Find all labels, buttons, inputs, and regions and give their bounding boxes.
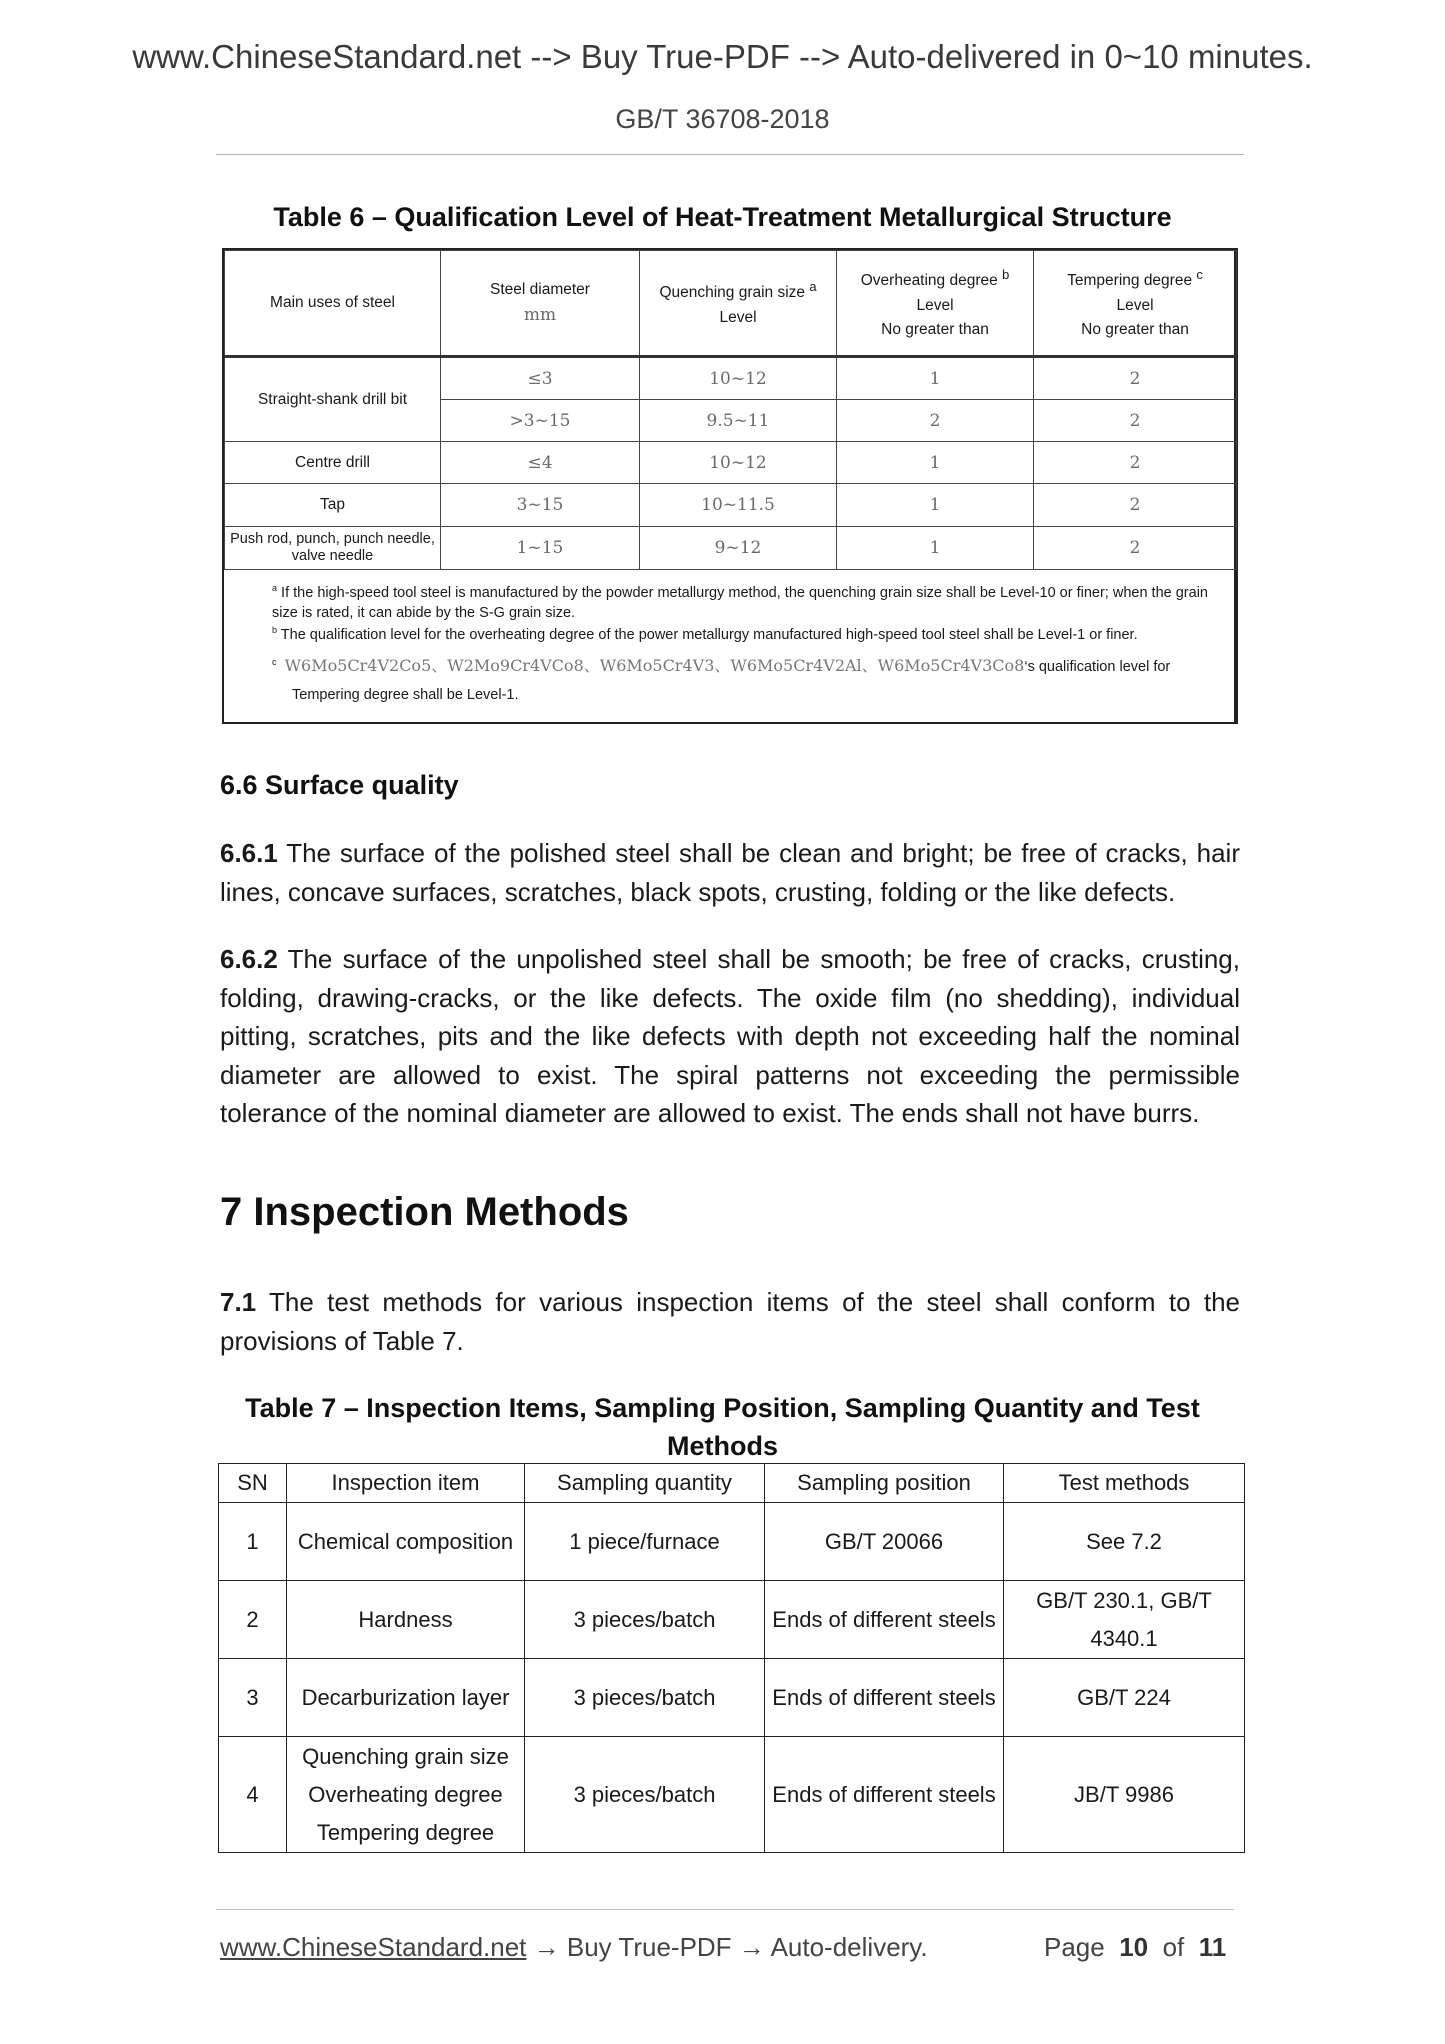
table6-header-row bbox=[225, 251, 1237, 357]
table6-diameter-cell: 3~15 bbox=[441, 484, 640, 527]
table7-item-cell: Quenching grain size Overheating degree Tempering degree bbox=[287, 1737, 525, 1853]
table6-use-cell: Push rod, punch, punch needle, valve needle bbox=[225, 527, 441, 570]
table6-overheat-cell: 1 bbox=[837, 357, 1034, 400]
table-row bbox=[225, 442, 1237, 484]
table6-note-b: $^b$ The qualification level for the overheating degree of the power metallurgy manufactured high-speed tool steel shall be Level-1 or finer. bbox=[272, 625, 1138, 643]
table6-note-c-line2: Tempering degree shall be Level-1. bbox=[292, 687, 519, 703]
table6-title: Table 6 – Qualification Level of Heat-Treatment Metallurgical Structure bbox=[273, 202, 1172, 232]
table7-sn-cell: 4 bbox=[219, 1737, 287, 1853]
table7-qty-cell: 3 pieces/batch bbox=[525, 1659, 765, 1737]
section-7-heading: 7 Inspection Methods bbox=[220, 1190, 629, 1234]
table7-header-row bbox=[219, 1464, 1245, 1503]
table-row bbox=[219, 1503, 1245, 1581]
table7-pos-cell: Ends of different steels bbox=[765, 1581, 1004, 1659]
table6-temper-cell: 2 bbox=[1034, 357, 1237, 400]
table-row bbox=[225, 484, 1237, 527]
table6-note-a: $^a$ If the high-speed tool steel is manufactured by the powder metallurgy method, the quenching grain size shall be Level-10 or finer; when the grain size is rated, it can abide by the S-G grain size. bbox=[272, 583, 1208, 621]
paragraph-6-6-2: 6.6.2 The surface of the unpolished steel shall be smooth; be free of cracks, crusting, folding, drawing-cracks, or the like defects. The oxide film (no shedding), individual pitting, scratches, pits and the like defects with depth not exceeding half the nominal diameter are allowed to exist. The spiral patterns not exceeding the permissible tolerance of the nominal diameter are allowed to exist. The ends shall not have burrs. bbox=[220, 944, 1240, 1128]
table7-item-cell: Decarburization layer bbox=[287, 1659, 525, 1737]
table7-pos-cell: Ends of different steels bbox=[765, 1737, 1004, 1853]
table7-qty-cell: 1 piece/furnace bbox=[525, 1503, 765, 1581]
table-row bbox=[225, 357, 1237, 400]
table6-diameter-cell: ≤4 bbox=[441, 442, 640, 484]
table6-grain-cell: 9~12 bbox=[640, 527, 837, 570]
table6-header-grain: Quenching grain size $^a$ Level bbox=[640, 251, 837, 357]
table7-qty-cell: 3 pieces/batch bbox=[525, 1737, 765, 1853]
table7-method-cell: See 7.2 bbox=[1004, 1503, 1245, 1581]
table6-header-diameter: Steel diameter mm bbox=[441, 251, 640, 357]
table6-grain-cell: 10~11.5 bbox=[640, 484, 837, 527]
table6-grain-cell: 10~12 bbox=[640, 357, 837, 400]
table7-header-cell: Sampling quantity bbox=[525, 1464, 765, 1503]
footer-site-link[interactable]: www.ChineseStandard.net bbox=[220, 1932, 527, 1962]
table7-title-line1: Table 7 – Inspection Items, Sampling Position, Sampling Quantity and Test bbox=[245, 1393, 1200, 1423]
table6-grain-cell: 10~12 bbox=[640, 442, 837, 484]
paragraph-6-6-1: 6.6.1 The surface of the polished steel shall be clean and bright; be free of cracks, hair lines, concave surfaces, scratches, black spots, crusting, folding or the like defects. bbox=[220, 838, 1240, 907]
table6-diameter-cell: >3~15 bbox=[441, 400, 640, 442]
table7-pos-cell: GB/T 20066 bbox=[765, 1503, 1004, 1581]
table7-qty-cell: 3 pieces/batch bbox=[525, 1581, 765, 1659]
table6-overheat-cell: 1 bbox=[837, 527, 1034, 570]
table6-diameter-cell: 1~15 bbox=[441, 527, 640, 570]
table7 bbox=[218, 1463, 1245, 1853]
table7-header-cell: Sampling position bbox=[765, 1464, 1004, 1503]
table6-temper-cell: 2 bbox=[1034, 527, 1237, 570]
table6-overheat-cell: 1 bbox=[837, 484, 1034, 527]
table6-use-cell: Centre drill bbox=[225, 442, 441, 484]
table6-header-temper: Tempering degree $^c$ Level No greater than bbox=[1034, 251, 1237, 357]
table6-overheat-cell: 1 bbox=[837, 442, 1034, 484]
footer-divider bbox=[216, 1909, 1234, 1910]
table7-header-cell: SN bbox=[219, 1464, 287, 1503]
table7-header-cell: Inspection item bbox=[287, 1464, 525, 1503]
table6-temper-cell: 2 bbox=[1034, 400, 1237, 442]
table7-sn-cell: 1 bbox=[219, 1503, 287, 1581]
table6-note-c: $^c$ W6Mo5Cr4V2Co5、W2Mo9Cr4VCo8、W6Mo5Cr4V3、W6Mo5Cr4V2Al、W6Mo5Cr4V3Co8‘s qualification level for bbox=[272, 655, 1171, 675]
table7-method-cell: GB/T 230.1, GB/T 4340.1 bbox=[1004, 1581, 1245, 1659]
page-indicator: Page 10 of 11 bbox=[1044, 1932, 1227, 1962]
section-6-6-heading: 6.6 Surface quality bbox=[220, 770, 459, 800]
table-row bbox=[219, 1737, 1245, 1853]
table7-sn-cell: 3 bbox=[219, 1659, 287, 1737]
header-divider bbox=[216, 154, 1244, 155]
table-row bbox=[219, 1659, 1245, 1737]
table7-method-cell: GB/T 224 bbox=[1004, 1659, 1245, 1737]
table7-title-line2: Methods bbox=[667, 1431, 778, 1461]
table6-header-overheat: Overheating degree $^b$ Level No greater than bbox=[837, 251, 1034, 357]
table-row bbox=[225, 527, 1237, 570]
table7-header-cell: Test methods bbox=[1004, 1464, 1245, 1503]
table6-temper-cell: 2 bbox=[1034, 484, 1237, 527]
table6-grain-cell: 9.5~11 bbox=[640, 400, 837, 442]
paragraph-7-1: 7.1 The test methods for various inspection items of the steel shall conform to the provisions of Table 7. bbox=[220, 1287, 1240, 1356]
table6-diameter-cell: ≤3 bbox=[441, 357, 640, 400]
table7-item-cell: Hardness bbox=[287, 1581, 525, 1659]
table6-use-cell: Tap bbox=[225, 484, 441, 527]
standard-code: GB/T 36708-2018 bbox=[615, 104, 830, 134]
table6-use-cell: Straight-shank drill bit bbox=[225, 357, 441, 442]
table7-item-cell: Chemical composition bbox=[287, 1503, 525, 1581]
table6-header-main-uses: Main uses of steel bbox=[225, 251, 441, 357]
steel-grades: W6Mo5Cr4V2Co5、W2Mo9Cr4VCo8、W6Mo5Cr4V3、W6Mo5Cr4V2Al、W6Mo5Cr4V3Co8 bbox=[284, 655, 1025, 675]
table7-sn-cell: 2 bbox=[219, 1581, 287, 1659]
table7-method-cell: JB/T 9986 bbox=[1004, 1737, 1245, 1853]
top-banner: www.ChineseStandard.net --> Buy True-PDF --> Auto-delivered in 0~10 minutes. bbox=[132, 38, 1313, 75]
table6-overheat-cell: 2 bbox=[837, 400, 1034, 442]
table6-temper-cell: 2 bbox=[1034, 442, 1237, 484]
footer-links: www.ChineseStandard.net → Buy True-PDF → Auto-delivery. bbox=[220, 1932, 928, 1962]
table7-pos-cell: Ends of different steels bbox=[765, 1659, 1004, 1737]
diameter-unit: mm bbox=[523, 305, 557, 325]
table-row bbox=[219, 1581, 1245, 1659]
